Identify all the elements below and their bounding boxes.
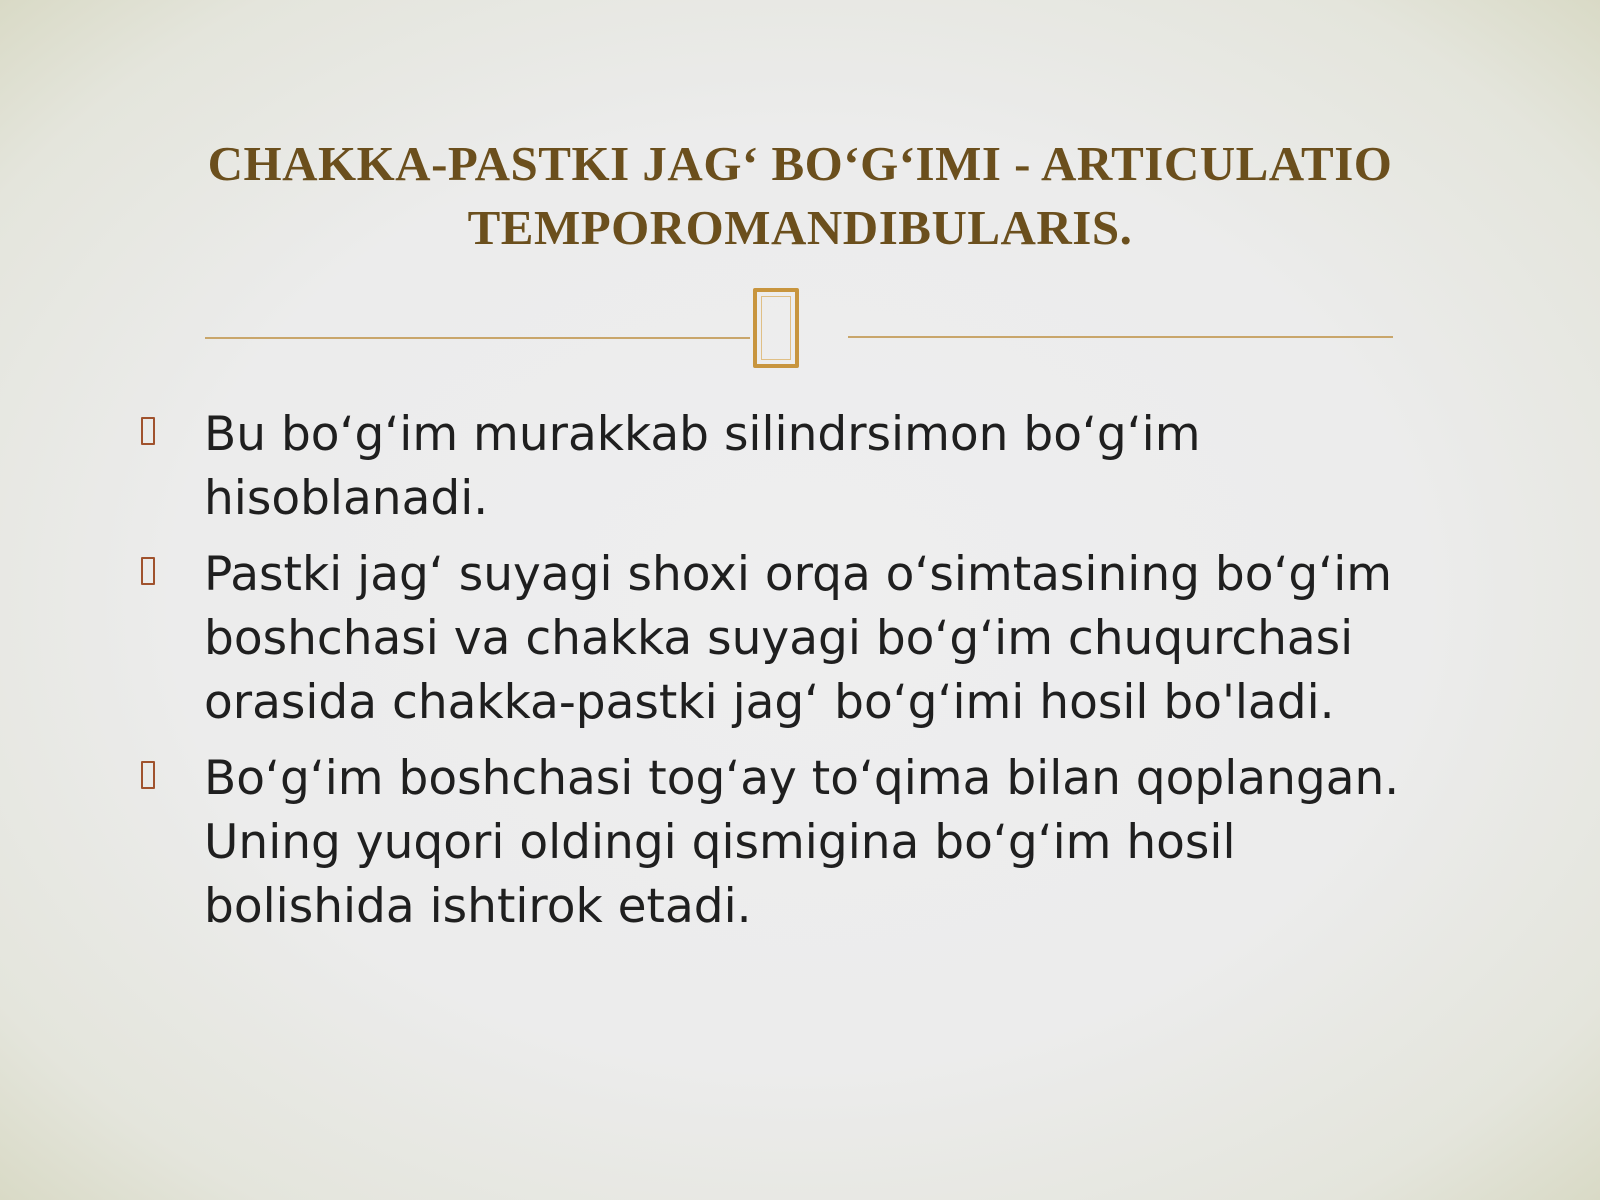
bullet-item: [140, 747, 1460, 939]
bullet-text: Bu bo‘g‘im murakkab silindrsimon bo‘g‘im hisoblanadi.: [204, 407, 1201, 526]
slide-title-line-2: TEMPOROMANDIBULARIS.: [467, 200, 1133, 255]
bullet-text: Bo‘g‘im boshchasi tog‘ay to‘qima bilan qoplangan. Uning yuqori oldingi qismigina bo‘g‘im hosil bolishida ishtirok etadi.: [204, 751, 1400, 934]
bullet-item: [140, 403, 1460, 531]
square-bullet-icon: [141, 557, 155, 585]
slide-title-line-1: CHAKKA-PASTKI JAG‘ BO‘G‘IMI - ARTICULATIO: [207, 136, 1393, 191]
slide-title: [150, 132, 1450, 260]
square-bullet-icon: [141, 761, 155, 789]
bullet-text: Pastki jag‘ suyagi shoxi orqa o‘simtasining bo‘g‘im boshchasi va chakka suyagi bo‘g‘im chuqurchasi orasida chakka-pastki jag‘ bo‘g‘imi hosil bo'ladi.: [204, 547, 1393, 730]
title-divider-left: [205, 337, 750, 339]
bullet-list: [140, 403, 1460, 951]
bullet-item: [140, 543, 1460, 735]
square-bullet-icon: [141, 417, 155, 445]
title-divider-right: [848, 336, 1393, 338]
frame-ornament-icon: [753, 288, 799, 368]
